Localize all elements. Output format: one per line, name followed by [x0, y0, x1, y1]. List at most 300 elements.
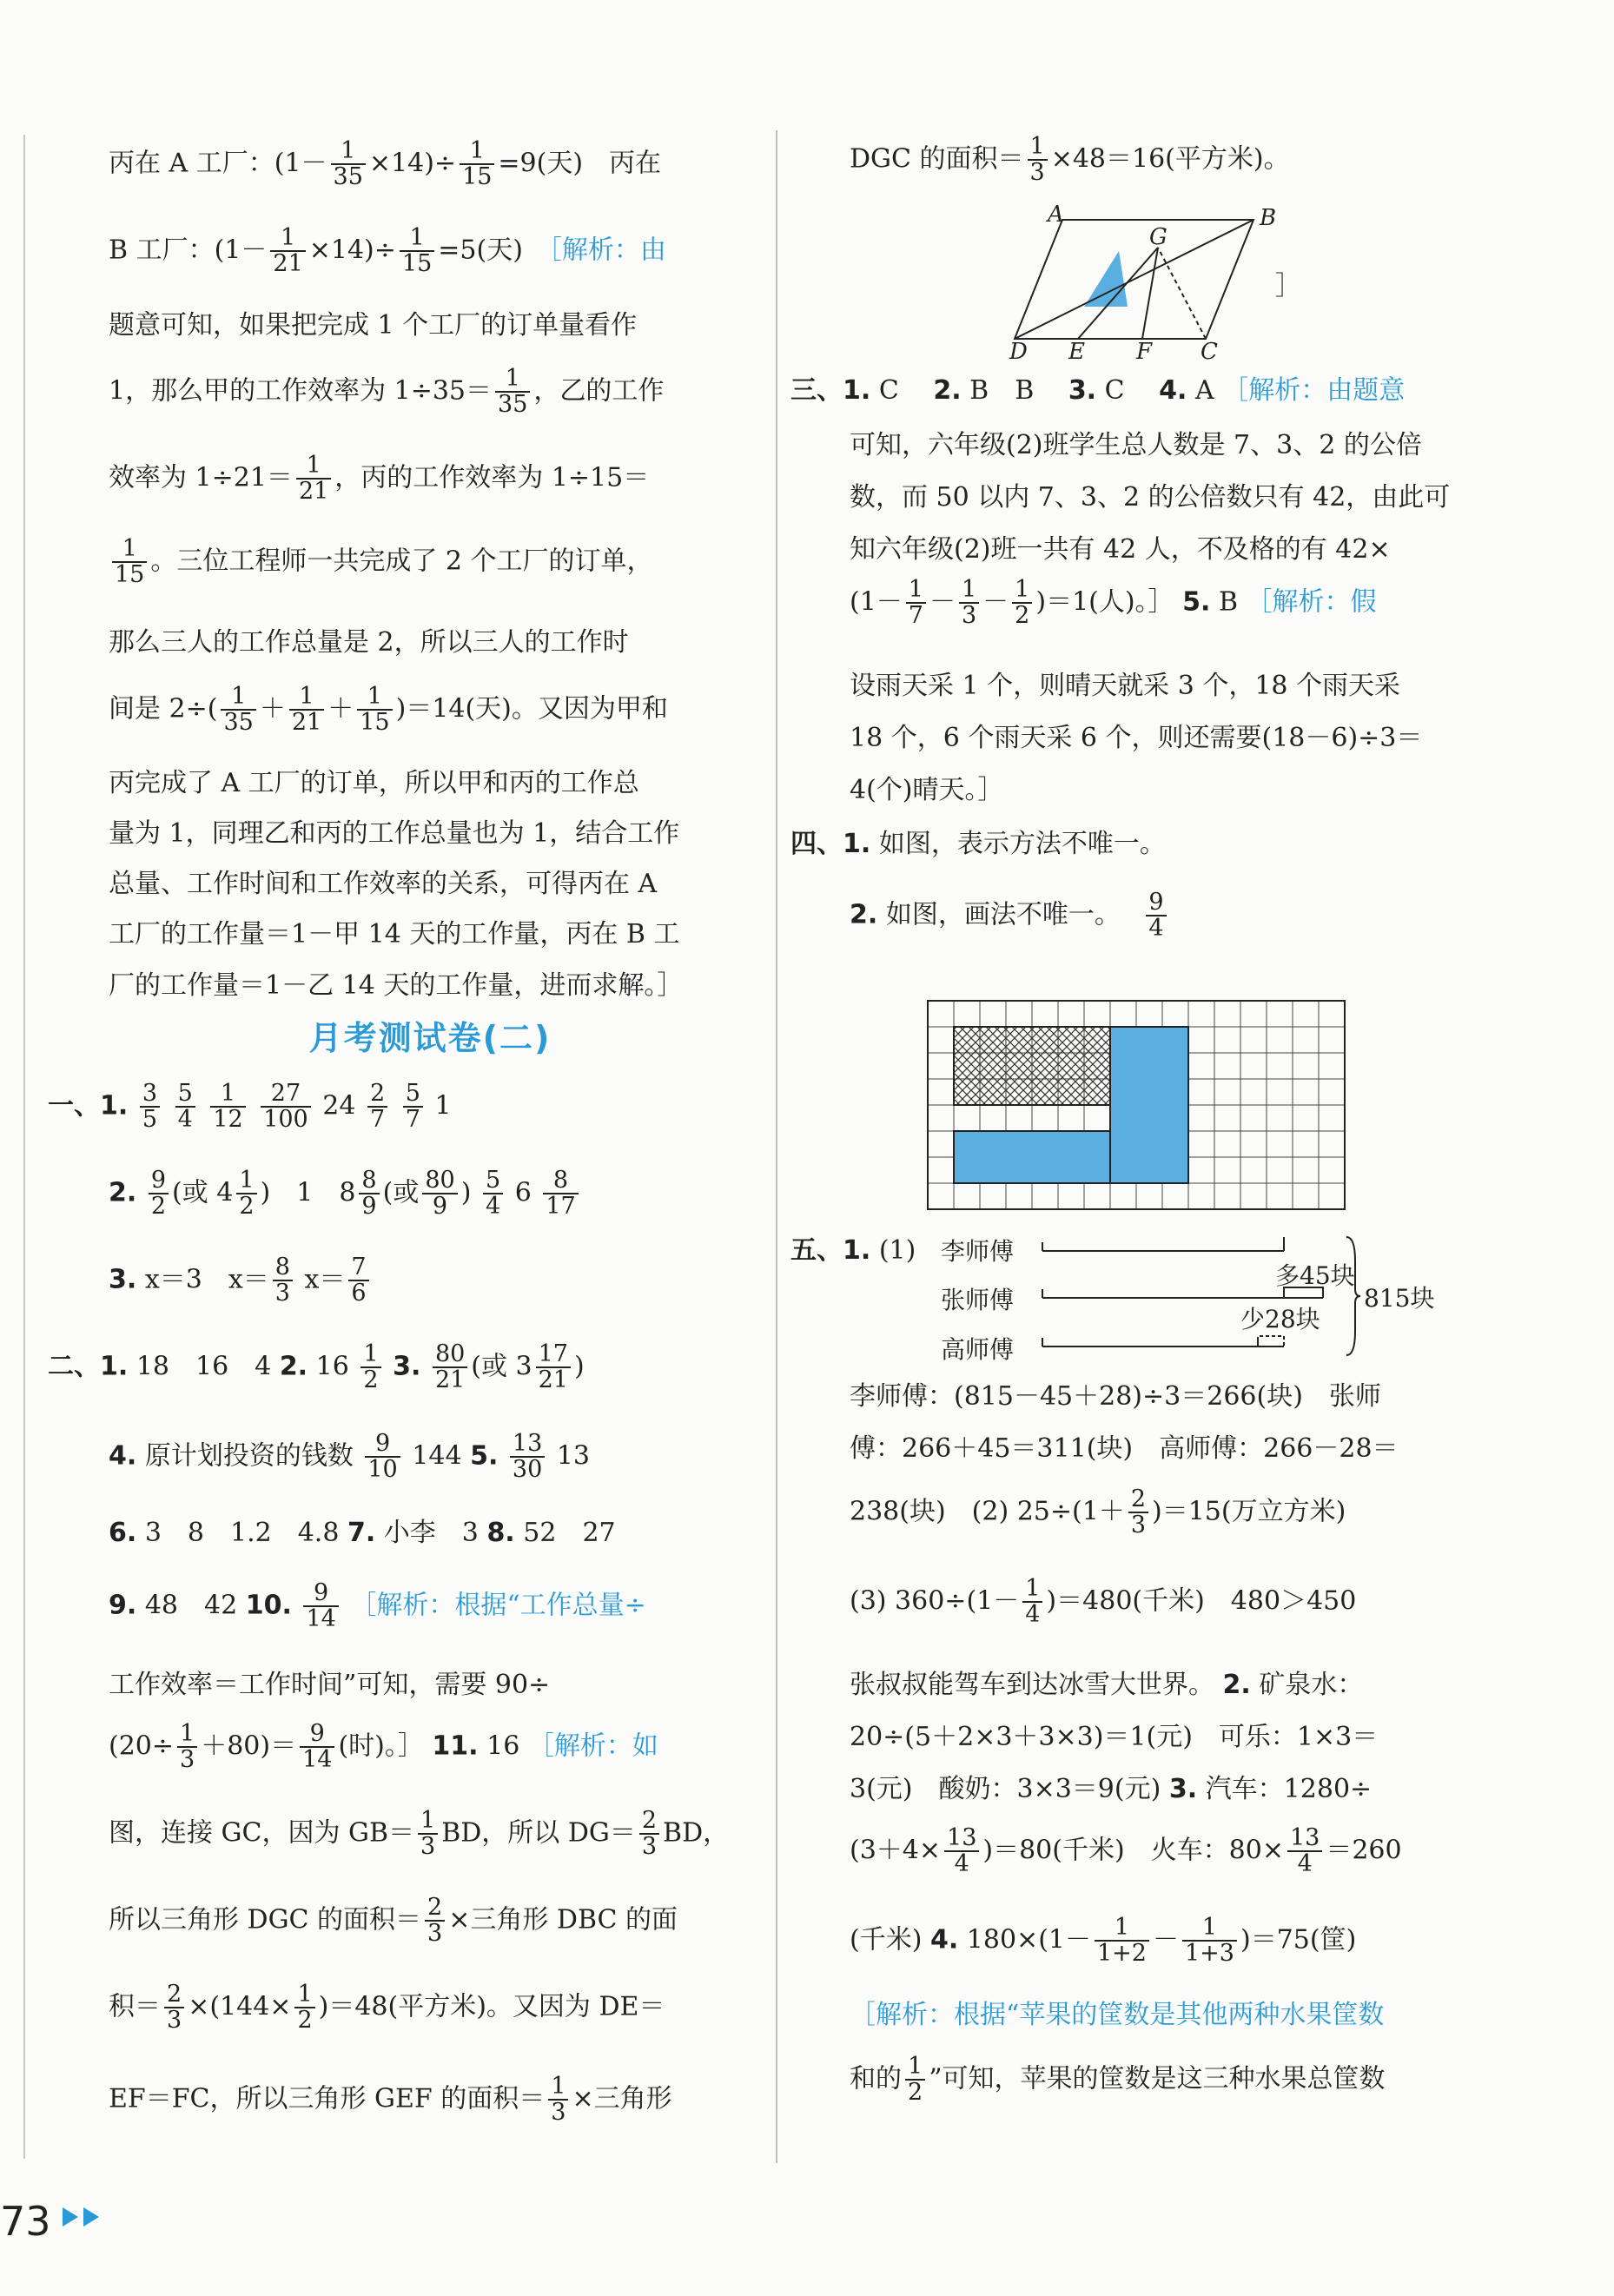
grid-cell — [1188, 1183, 1214, 1209]
fraction — [289, 685, 324, 736]
grid-cell — [1188, 1131, 1214, 1157]
fraction — [495, 367, 530, 418]
grid-cell — [1240, 1053, 1267, 1079]
text-line: 可知，六年级(2)班学生总人数是 7、3、2 的公倍 — [850, 430, 1422, 460]
analysis-label: ［解析：如 — [527, 1730, 658, 1762]
grid-cell — [1084, 1001, 1110, 1027]
text-line — [850, 1487, 1346, 1538]
grid-cell — [954, 1183, 980, 1209]
value: 16 — [315, 1351, 349, 1382]
denominator: 35 — [223, 709, 254, 737]
grid-cell — [1058, 1183, 1084, 1209]
numerator: 17 — [536, 1342, 571, 1368]
fraction — [536, 1342, 571, 1393]
numerator: 1 — [112, 537, 147, 563]
numerator: 9 — [365, 1432, 400, 1458]
text-line — [850, 1772, 1372, 1808]
grid-cell — [1293, 1183, 1319, 1209]
denominator: 2 — [363, 1366, 379, 1394]
text: ) — [1152, 1496, 1162, 1527]
denominator: 3 — [167, 2007, 182, 2035]
text-line — [850, 2054, 1386, 2106]
fraction — [483, 1168, 503, 1220]
grid-cell — [980, 1001, 1006, 1027]
page-number: 73 — [0, 2198, 51, 2245]
numerator: 9 — [1146, 890, 1166, 916]
denominator: 17 — [546, 1193, 576, 1221]
numerator: 1 — [294, 1982, 314, 2008]
numerator: 1 — [1182, 1916, 1237, 1942]
grid-cell — [980, 1183, 1006, 1209]
text: 3(元) 酸奶：3×3＝9(元) — [850, 1774, 1161, 1804]
label-c: C — [1201, 339, 1218, 365]
item-number: 6. — [109, 1518, 137, 1548]
denominator: 30 — [512, 1456, 543, 1484]
text: ＋80)＝ — [201, 1730, 297, 1762]
text: ) — [573, 1351, 585, 1382]
item-number: 10. — [245, 1590, 292, 1621]
value: C — [1104, 375, 1125, 406]
text-line: 20÷(5＋2×3＋3×3)＝1(元) 可乐：1×3＝ — [850, 1722, 1379, 1752]
denominator: 21 — [538, 1366, 568, 1394]
value: A — [1194, 375, 1214, 406]
grid-cell — [928, 1001, 954, 1027]
grid-figure — [923, 990, 1358, 1208]
label-g: G — [1149, 224, 1168, 250]
denominator: 4 — [177, 1106, 193, 1134]
grid-cell — [1240, 1105, 1267, 1131]
segment-diagram — [1041, 1235, 1362, 1357]
text: ＝75(筐) — [1250, 1924, 1357, 1955]
denominator: 2 — [908, 2079, 923, 2107]
text: ＝480(千米) 480＞450 — [1056, 1585, 1357, 1617]
numerator: 8 — [359, 1168, 379, 1194]
numerator: 1 — [210, 1082, 245, 1108]
grid-cell — [1188, 1053, 1214, 1079]
text-line: 工作效率＝工作时间”可知，需要 90÷ — [109, 1670, 551, 1700]
numerator: 1 — [236, 1168, 256, 1194]
fraction — [1287, 1826, 1322, 1877]
text: 积＝ — [109, 1991, 161, 2022]
fraction — [140, 1082, 160, 1133]
item-number: 11. — [432, 1730, 479, 1762]
item-number: 一、1. — [48, 1090, 129, 1122]
answer-line — [48, 1342, 585, 1393]
denominator: 12 — [213, 1106, 243, 1134]
numerator: 1 — [361, 1342, 380, 1368]
denominator: 7 — [370, 1106, 386, 1134]
grid-cell — [1032, 1001, 1058, 1027]
denominator: 21 — [298, 478, 329, 506]
fraction — [300, 1722, 334, 1773]
grid-cell — [1267, 1105, 1293, 1131]
numerator: 1 — [270, 226, 305, 252]
text-line: 丙完成了 A 工厂的订单，所以甲和丙的工作总 — [109, 768, 639, 798]
text: ×(144× — [188, 1991, 292, 2022]
fraction — [403, 1082, 423, 1133]
grid-cell — [1214, 1105, 1240, 1131]
grid-cell — [1006, 1001, 1032, 1027]
grid-cell — [1293, 1105, 1319, 1131]
item-number: 3. — [1168, 1774, 1198, 1804]
denominator: 3 — [551, 2099, 566, 2127]
item-number: 5. — [470, 1440, 499, 1472]
numerator: 13 — [510, 1432, 545, 1458]
text: x＝3 x＝ — [144, 1264, 269, 1295]
text: )＝48(平方米)。又因为 DE＝ — [318, 1991, 665, 2022]
item-number: 5. — [1182, 586, 1211, 618]
grid-cell — [1240, 1183, 1267, 1209]
text-line — [850, 135, 1290, 186]
denominator: 3 — [275, 1280, 290, 1307]
fraction — [210, 1082, 245, 1133]
text: BD， — [663, 1817, 730, 1849]
fraction — [365, 1432, 400, 1483]
fraction — [294, 1982, 314, 2034]
grid-cell — [1214, 1183, 1240, 1209]
bracket: ］ — [1275, 271, 1301, 301]
text: (3) 360÷ — [850, 1585, 967, 1617]
grid-cell — [1006, 1105, 1032, 1131]
numerator: 13 — [944, 1826, 979, 1852]
value: 144 — [412, 1440, 462, 1472]
denominator: 3 — [1029, 159, 1045, 187]
answer-line — [790, 827, 1166, 863]
text: (或 3 — [471, 1351, 532, 1382]
item-number: 五、1. — [790, 1235, 871, 1266]
text-line: 题意可知，如果把完成 1 个工厂的订单量看作 — [109, 310, 638, 341]
text: ) 1 8 — [260, 1177, 356, 1208]
grid-cell — [928, 1079, 954, 1105]
text: (3＋4× — [850, 1835, 942, 1866]
grid-cell — [1267, 1131, 1293, 1157]
grid-cell — [928, 1053, 954, 1079]
grid-cell — [1188, 1105, 1214, 1131]
fraction — [1012, 578, 1032, 629]
grid-cell — [928, 1105, 954, 1131]
item-number: 8. — [486, 1518, 515, 1548]
grid-cell — [1032, 1183, 1058, 1209]
text-line: 厂的工作量＝1－乙 14 天的工作量，进而求解。］ — [109, 970, 684, 1001]
fraction — [177, 1722, 197, 1773]
numerator: 1 — [221, 685, 255, 711]
fraction — [357, 685, 392, 736]
text: ＝260 — [1326, 1835, 1402, 1866]
grid-cell — [1293, 1157, 1319, 1183]
grid-cell — [1293, 1053, 1319, 1079]
denominator: 2 — [1015, 602, 1030, 630]
analysis-label: ［解析：根据“工作总量÷ — [350, 1590, 646, 1621]
numerator: 80 — [422, 1168, 457, 1194]
grid-cell — [1319, 1001, 1345, 1027]
grid-cell — [1162, 1183, 1188, 1209]
text: 丙在 A 工厂： — [109, 148, 275, 179]
text: ) — [1046, 1585, 1057, 1617]
denominator: 7 — [405, 1106, 420, 1134]
value: B B — [969, 375, 1035, 406]
text-line: 量为 1，同理乙和丙的工作总量也为 1，结合工作 — [109, 818, 680, 849]
text: 张叔叔能驾车到达冰雪大世界。 — [850, 1670, 1214, 1700]
numerator: 1 — [495, 367, 530, 393]
item-number: 四、1. — [790, 829, 871, 859]
fraction — [510, 1432, 545, 1483]
grid-cell — [1214, 1079, 1240, 1105]
numerator: 2 — [164, 1982, 184, 2008]
text: 小李 3 — [383, 1518, 479, 1548]
grid-cell — [1293, 1079, 1319, 1105]
numerator: 1 — [959, 578, 979, 604]
grid-cell — [1267, 1079, 1293, 1105]
denominator: 3 — [641, 1833, 658, 1861]
fraction — [359, 1168, 379, 1220]
item-number: 2. — [1222, 1670, 1251, 1700]
column-divider — [776, 130, 777, 2163]
numerator: 5 — [403, 1082, 423, 1108]
page-arrows-icon — [63, 2204, 115, 2230]
grid-cell — [1319, 1157, 1345, 1183]
denominator: 15 — [401, 250, 433, 278]
numerator: 1 — [400, 226, 434, 252]
grid-cell — [1293, 1001, 1319, 1027]
denominator: 3 — [427, 1920, 443, 1948]
text-line: 丙在 A 工厂：(1－ $\frac{1}{35}$ ×14)÷ $\frac{1}{15}$ =9(天) 丙在 — [109, 137, 662, 191]
numerator: 9 — [303, 1581, 338, 1607]
text: － — [982, 586, 1009, 618]
answer-line — [790, 374, 1405, 409]
fraction — [422, 1168, 457, 1220]
fraction — [164, 1982, 184, 2034]
denominator: 15 — [360, 709, 390, 737]
text-line: 间是 2÷( $\frac{1}{35}$ ＋ $\frac{1}{21}$ ＋ $\frac{1}{15}$ )＝14(天)。又因为甲和 — [109, 683, 668, 737]
numerator: 1 — [177, 1722, 197, 1748]
value: 16 — [486, 1730, 520, 1762]
item-number: 2. — [279, 1351, 308, 1382]
text: 和的 — [850, 2063, 902, 2094]
grid-cell — [1240, 1157, 1267, 1183]
total-brace — [1346, 1237, 1360, 1355]
grid-cell — [1214, 1157, 1240, 1183]
text-line — [109, 1809, 729, 1860]
grid-cell — [1110, 1183, 1136, 1209]
grid-cell — [954, 1105, 980, 1131]
segment-gc — [1158, 248, 1206, 339]
shaded-horizontal-part — [954, 1131, 1110, 1183]
fraction — [273, 1255, 293, 1307]
text: ，乙的工作 — [533, 375, 665, 407]
more-45-label: 多45块 — [1275, 1261, 1355, 1290]
text-line: 李师傅：(815－45＋28)÷3＝266(块) 张师 — [850, 1381, 1381, 1412]
grid-cell — [1214, 1027, 1240, 1053]
numerator: 1 — [418, 1809, 438, 1835]
numerator: 80 — [433, 1342, 467, 1368]
answer-line — [109, 1432, 590, 1483]
denominator: 2 — [239, 1193, 255, 1221]
numerator: 1 — [1028, 135, 1048, 161]
grid-cell — [1058, 1105, 1084, 1131]
numerator: 1 — [289, 685, 324, 711]
text: (1－ — [966, 1585, 1020, 1617]
denominator: 3 — [1130, 1512, 1146, 1539]
text: EF＝FC，所以三角形 GEF 的面积＝ — [109, 2083, 546, 2114]
fraction — [543, 1168, 578, 1220]
analysis-label: ［解析：假 — [1246, 586, 1377, 618]
numerator: 5 — [483, 1168, 503, 1194]
text: 所以三角形 DGC 的面积＝ — [109, 1904, 422, 1935]
item-number: 4. — [1159, 375, 1187, 406]
crosshatched-rectangle — [954, 1027, 1110, 1105]
numerator: 5 — [175, 1082, 195, 1108]
numerator: 1 — [296, 453, 331, 480]
text: ) — [1240, 1924, 1251, 1955]
text-line: B 工厂：(1－ $\frac{1}{21}$ ×14)÷ $\frac{1}{15}$ =5(天) ［解析：由 — [109, 224, 666, 278]
diagonal-db — [1015, 220, 1253, 339]
grid-cell — [1084, 1105, 1110, 1131]
numerator: 1 — [1095, 1916, 1149, 1942]
answer-line — [109, 1255, 373, 1307]
fraction — [270, 226, 305, 277]
grid-cell — [1293, 1027, 1319, 1053]
text-line — [109, 2074, 672, 2126]
value: 24 — [322, 1090, 356, 1122]
grid-cell — [1319, 1079, 1345, 1105]
analysis-label: ［解析：根据“苹果的筐数是其他两种水果筐数 — [850, 2000, 1385, 2030]
fraction — [348, 1255, 368, 1307]
text-line — [850, 1577, 1356, 1628]
name-zhang: 张师傅 — [941, 1286, 1015, 1314]
denominator: 3 — [961, 602, 977, 630]
text-line — [850, 1916, 1356, 1967]
item-number: 3. — [393, 1351, 421, 1382]
fraction — [460, 139, 494, 190]
fraction — [418, 1809, 438, 1860]
denominator: 4 — [485, 1193, 501, 1221]
text: BD，所以 DG＝ — [441, 1817, 636, 1849]
text-line — [109, 537, 653, 588]
numerator: 1 — [906, 578, 926, 604]
fraction — [303, 1581, 338, 1632]
item-number: 2. — [933, 375, 962, 406]
value: 13 — [556, 1440, 591, 1472]
fraction — [367, 1082, 387, 1133]
fraction — [175, 1082, 195, 1133]
item-number: 9. — [109, 1590, 137, 1621]
numerator: 2 — [425, 1896, 445, 1922]
text: )＝1(人)。］ — [1035, 586, 1174, 618]
text-line: 知六年级(2)班一共有 42 人，不及格的有 42× — [850, 534, 1391, 565]
fraction — [959, 578, 979, 629]
denominator: 1+2 — [1097, 1940, 1147, 1968]
text: 图，连接 GC，因为 GB＝ — [109, 1817, 415, 1849]
label-d: D — [1009, 339, 1028, 365]
grid-cell — [1240, 1027, 1267, 1053]
text: 如图，画法不唯一。 — [885, 899, 1121, 930]
text: ”可知，苹果的筐数是这三种水果总筐数 — [929, 2063, 1386, 2094]
fraction — [149, 1168, 169, 1220]
item-number: 7. — [347, 1518, 376, 1548]
fraction — [296, 453, 331, 505]
fraction — [112, 537, 147, 588]
grid-cell — [1240, 1131, 1267, 1157]
text: 238(块) (2) 25÷ — [850, 1496, 1073, 1527]
grid-cell — [1267, 1053, 1293, 1079]
denominator: 10 — [367, 1456, 398, 1484]
grid-cell — [1214, 1001, 1240, 1027]
denominator: 7 — [908, 602, 923, 630]
grid-cell — [1058, 1001, 1084, 1027]
denominator: 4 — [1297, 1850, 1313, 1878]
grid-cell — [1267, 1183, 1293, 1209]
text-line — [109, 1896, 678, 1947]
denominator: 4 — [1025, 1601, 1041, 1629]
text-line — [109, 453, 649, 505]
analysis-label: ［解析：由 — [548, 235, 666, 266]
text-line — [109, 1982, 665, 2034]
text-line: 傅：266＋45＝311(块) 高师傅：266－28＝ — [850, 1433, 1399, 1464]
grid-cell — [1136, 1183, 1162, 1209]
numerator: 1 — [460, 139, 494, 165]
denominator: 9 — [361, 1193, 377, 1221]
denominator: 3 — [420, 1833, 436, 1861]
text: DGC 的面积＝ — [850, 143, 1024, 175]
text: ×三角形 DBC 的面 — [448, 1904, 678, 1935]
numerator: 9 — [300, 1722, 334, 1748]
answer-line — [109, 1168, 582, 1220]
text-line: 总量、工作时间和工作效率的关系，可得丙在 A — [109, 869, 658, 899]
fraction — [1128, 1487, 1148, 1538]
grid-cell — [1136, 1001, 1162, 1027]
grid-cell — [1188, 1157, 1214, 1183]
grid-cell — [1188, 1079, 1214, 1105]
text: ×三角形 — [572, 2083, 672, 2114]
text: (1) — [878, 1235, 916, 1266]
fraction — [1095, 1916, 1149, 1967]
item-number: 4. — [929, 1924, 959, 1955]
text: 180× — [966, 1924, 1039, 1955]
grid-cell — [1267, 1027, 1293, 1053]
denominator: 2 — [150, 1193, 167, 1221]
numerator: 2 — [1128, 1487, 1148, 1513]
text-line — [850, 1826, 1402, 1877]
fraction — [261, 1082, 311, 1133]
fraction — [331, 139, 366, 190]
grid-cell — [1240, 1079, 1267, 1105]
grid-cell — [1240, 1001, 1267, 1027]
label-e: E — [1068, 339, 1085, 365]
text-line: 4(个)晴天。］ — [850, 775, 1004, 805]
grid-cell — [1084, 1183, 1110, 1209]
numerator: 1 — [1012, 578, 1032, 604]
text: － — [929, 586, 956, 618]
denominator: 15 — [462, 163, 493, 191]
text: 18 16 4 — [136, 1351, 272, 1382]
grid-cell — [1110, 1001, 1136, 1027]
grid-cell — [928, 1157, 954, 1183]
text: 汽车：1280÷ — [1205, 1774, 1373, 1804]
shaded-vertical-part — [1110, 1027, 1188, 1183]
text: =5(天) — [438, 235, 523, 266]
denominator: 14 — [306, 1605, 336, 1633]
item-number: 三、1. — [790, 375, 871, 406]
label-f: F — [1136, 339, 1153, 365]
numerator: 8 — [543, 1168, 578, 1194]
grid-cell — [1032, 1105, 1058, 1131]
denominator: 21 — [434, 1366, 466, 1394]
text-line — [109, 367, 664, 418]
denominator: 9 — [432, 1193, 448, 1221]
text-line — [109, 1722, 658, 1773]
fraction — [236, 1168, 256, 1220]
grid-cell — [1293, 1131, 1319, 1157]
